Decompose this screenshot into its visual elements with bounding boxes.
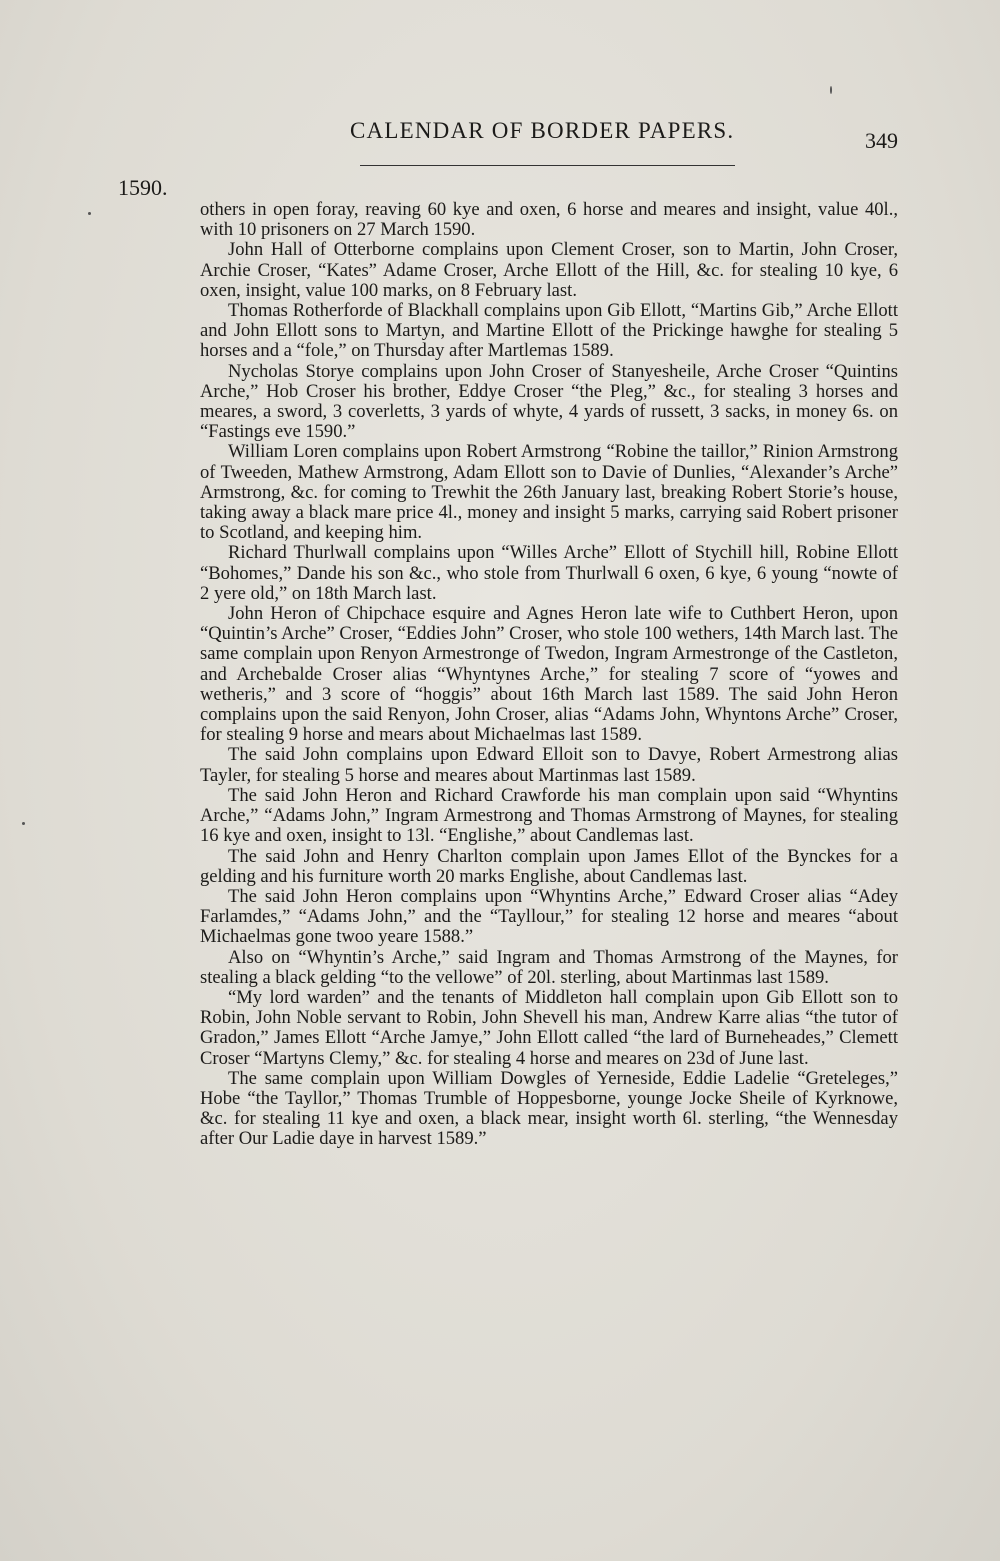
paragraph: Thomas Rotherforde of Blackhall complains upon Gib Ellott, “Martins Gib,” Arche Ellott and John Ellott sons to Martyn, and Martine Ellott of the Prickinge hawghe for stealing 5 horses and a “fole,” on Thursday after Martlemas 1589. [200, 300, 898, 362]
paragraph: The same complain upon William Dowgles of Yerneside, Eddie Ladelie “Greteleges,” Hobe “the Tayllor,” Thomas Trumble of Hoppesborne, younge Jocke Sheile of Kyrknowe, &c. for stealing 11 kye and oxen, a black mear, insight worth 6l. sterling, “the Wennesday after Our Ladie daye in harvest 1589.” [200, 1067, 898, 1150]
paragraph: The said John complains upon Edward Elloit son to Davye, Robert Armestrong alias Tayler, for stealing 5 horse and meares about Martinmas last 1589. [200, 744, 898, 786]
year-margin: 1590. [118, 175, 168, 200]
paragraph: William Loren complains upon Robert Armstrong “Robine the taillor,” Rinion Armstrong of Tweeden, Mathew Armstrong, Adam Ellott son to Davie of Dunlies, “Alexander’s Arche” Armstrong, &c. for coming to Trewhit the 26th January last, breaking Robert Storie’s house, taking away a black mare price 4l., money and insight 5 marks, carrying said Robert prisoner to Scotland, and keeping him. [200, 441, 898, 544]
paragraph: John Hall of Otterborne complains upon Clement Croser, son to Martin, John Croser, Archie Croser, “Kates” Adame Croser, Arche Ellott of the Hill, &c. for stealing 10 kye, 6 oxen, insight, value 100 marks, on 8 February last. [200, 239, 898, 301]
paper-speck [22, 822, 25, 825]
body-text [200, 200, 898, 1150]
paragraph: The said John Heron complains upon “Whyntins Arche,” Edward Croser alias “Adey Farlamdes,” “Adams John,” and the “Tayllour,” for stealing 12 horse and meares “about Michaelmas gone twoo yeare 1588.” [200, 885, 898, 948]
paper-speck [830, 86, 832, 94]
paragraph: “My lord warden” and the tenants of Middleton hall complain upon Gib Ellott son to Robin, John Noble servant to Robin, John Shevell his man, Andrew Karre alias “the tutor of Gradon,” James Ellott “Arche Jamye,” John Ellott called “the lard of Burneheades,” Clemett Croser “Martyns Clemy,” &c. for stealing 4 horse and meares on 23d of June last. [200, 986, 898, 1069]
paper-speck [88, 212, 91, 215]
paragraph: The said John Heron and Richard Crawforde his man complain upon said “Whyntins Arche,” “Adams John,” Ingram Armestrong and Thomas Armstrong of Maynes, for stealing 16 kye and oxen, insight to 13l. “Englishe,” about Candlemas last. [200, 784, 898, 847]
header-rule [360, 165, 735, 166]
page-number: 349 [865, 128, 898, 153]
paragraph: The said John and Henry Charlton complain upon James Ellot of the Bynckes for a gelding and his furniture worth 20 marks Englishe, about Candlemas last. [200, 845, 898, 887]
running-head: CALENDAR OF BORDER PAPERS. [350, 118, 735, 143]
paragraph: Richard Thurlwall complains upon “Willes Arche” Ellott of Stychill hill, Robine Ellott “Bohomes,” Dande his son &c., who stole from Thurlwall 6 oxen, 6 kye, 6 young “nowte of 2 yere old,” on 18th March last. [200, 542, 898, 604]
paragraph: Also on “Whyntin’s Arche,” said Ingram and Thomas Armstrong of the Maynes, for stealing a black gelding “to the vellowe” of 20l. sterling, about Martinmas last 1589. [200, 946, 898, 988]
paragraph: Nycholas Storye complains upon John Croser of Stanyesheile, Arche Croser “Quintins Arche,” Hob Croser his brother, Eddye Croser “the Pleg,” &c., for stealing 3 horses and meares, a sword, 3 coverletts, 3 yards of whyte, 4 yards of russett, 3 sacks, in money 6s. on “Fastings eve 1590.” [200, 360, 898, 443]
paragraph: others in open foray, reaving 60 kye and oxen, 6 horse and meares and insight, value 40l., with 10 prisoners on 27 March 1590. [200, 199, 898, 241]
paragraph: John Heron of Chipchace esquire and Agnes Heron late wife to Cuthbert Heron, upon “Quintin’s Arche” Croser, “Eddies John” Croser, who stole 100 wethers, 14th March last. The same complain upon Renyon Armestronge of Twedon, Ingram Armestronge of the Castleton, and Archebalde Croser alias “Whyntynes Arche,” for stealing 7 score of “yowes and wetheris,” and 3 score of “hoggis” about 16th March last 1589. The said John Heron complains upon the said Renyon, John Croser, alias “Adams John, Whyntons Arche” Croser, for stealing 9 horse and mears about Michaelmas last 1589. [200, 603, 898, 746]
